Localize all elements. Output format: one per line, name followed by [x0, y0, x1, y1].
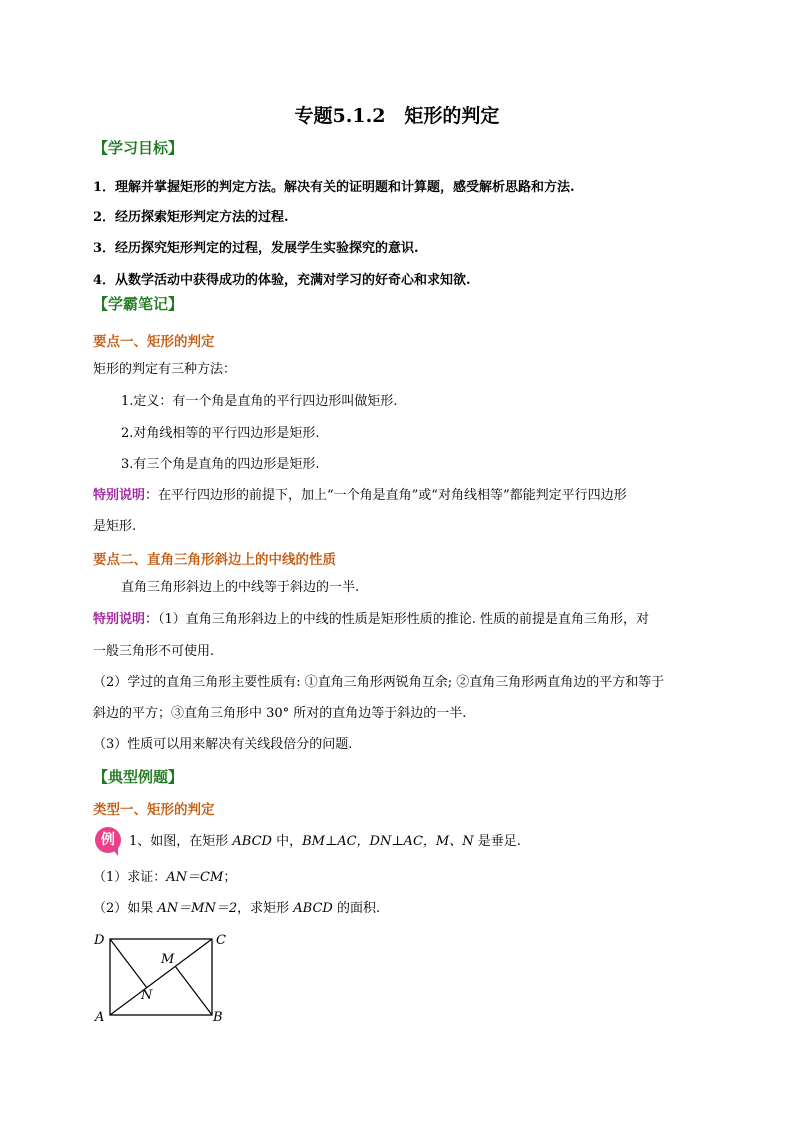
problem-suffix: 是垂足. [473, 834, 521, 849]
point2-statement: 直角三角形斜边上的中线等于斜边的一半. [121, 580, 360, 595]
note-label: 特别说明： [93, 488, 159, 503]
label-b: B [213, 1010, 223, 1025]
q1-prefix: （1）求证： [93, 870, 167, 885]
q2-abcd: ABCD [293, 901, 333, 916]
notes-heading: 【学霸笔记】 [93, 295, 184, 313]
problem-prefix: 1、如图，在矩形 [129, 834, 233, 849]
label-a: A [95, 1010, 105, 1025]
note-label: 特别说明： [93, 612, 159, 627]
objective-item-1: 1．理解并掌握矩形的判定方法。解决有关的证明题和计算题，感受解析思路和方法. [93, 180, 575, 195]
objectives-heading: 【学习目标】 [93, 139, 184, 157]
problem-mid: 中， [271, 834, 303, 849]
page-title: 专题5.1.2 矩形的判定 [294, 105, 500, 127]
point2-note1-line1: （1）直角三角形斜边上的中线的性质是矩形性质的推论. 性质的前提是直角三角形，对 [158, 612, 650, 627]
objective-item-2: 2．经历探索矩形判定方法的过程. [93, 210, 289, 225]
q2-expr: AN＝MN＝2 [157, 901, 238, 916]
point2-note1 [93, 610, 649, 630]
problem-condition: BM⊥AC，DN⊥AC，M、N [302, 834, 474, 849]
point2-note1-line2: 一般三角形不可使用. [93, 644, 215, 659]
label-m: M [161, 952, 175, 967]
q2-suffix: 的面积. [332, 901, 381, 916]
q2-mid: ，求矩形 [237, 901, 294, 916]
point2-note2-line2: 斜边的平方；③直角三角形中 30° 所对的直角边等于斜边的一半. [93, 706, 467, 721]
label-d: D [94, 933, 105, 948]
diagonal-ac [110, 939, 212, 1015]
point1-heading: 要点一、矩形的判定 [93, 334, 215, 350]
method-3: 3.有三个角是直角的四边形是矩形. [121, 457, 320, 472]
rectangle-figure [90, 928, 235, 1028]
point1-note-line1: 在平行四边形的前提下，加上“一个角是直角”或“对角线相等”都能判定平行四边形 [158, 488, 627, 503]
problem-abcd: ABCD [232, 834, 272, 849]
badge-tail [110, 846, 118, 856]
label-c: C [216, 933, 226, 948]
method-1: 1.定义：有一个角是直角的平行四边形叫做矩形. [121, 394, 398, 409]
method-2: 2.对角线相等的平行四边形是矩形. [121, 426, 320, 441]
label-n: N [141, 988, 153, 1003]
point1-note [93, 486, 627, 506]
q1-suffix: ； [223, 870, 237, 885]
point2-heading: 要点二、直角三角形斜边上的中线的性质 [93, 552, 336, 568]
examples-heading: 【典型例题】 [93, 768, 184, 786]
objective-item-4: 4．从数学活动中获得成功的体验，充满对学习的好奇心和求知欲. [93, 273, 471, 288]
point1-intro: 矩形的判定有三种方法： [93, 362, 237, 377]
question-2 [93, 899, 380, 919]
example-problem [129, 832, 521, 852]
point1-note-line2: 是矩形. [93, 519, 137, 534]
segment-dn [110, 939, 147, 988]
q2-prefix: （2）如果 [93, 901, 158, 916]
q1-expr: AN＝CM [166, 870, 224, 885]
question-1 [93, 868, 236, 888]
point2-note3: （3）性质可以用来解决有关线段倍分的问题. [93, 737, 353, 752]
point2-note2-line1: （2）学过的直角三角形主要性质有: ①直角三角形两锐角互余; ②直角三角形两直角边的平方和等于 [93, 675, 665, 690]
example-badge-icon: 例 [95, 827, 121, 853]
type1-heading: 类型一、矩形的判定 [93, 802, 215, 818]
objective-item-3: 3．经历探究矩形判定的过程，发展学生实验探究的意识. [93, 241, 419, 256]
segment-bm [175, 966, 212, 1015]
